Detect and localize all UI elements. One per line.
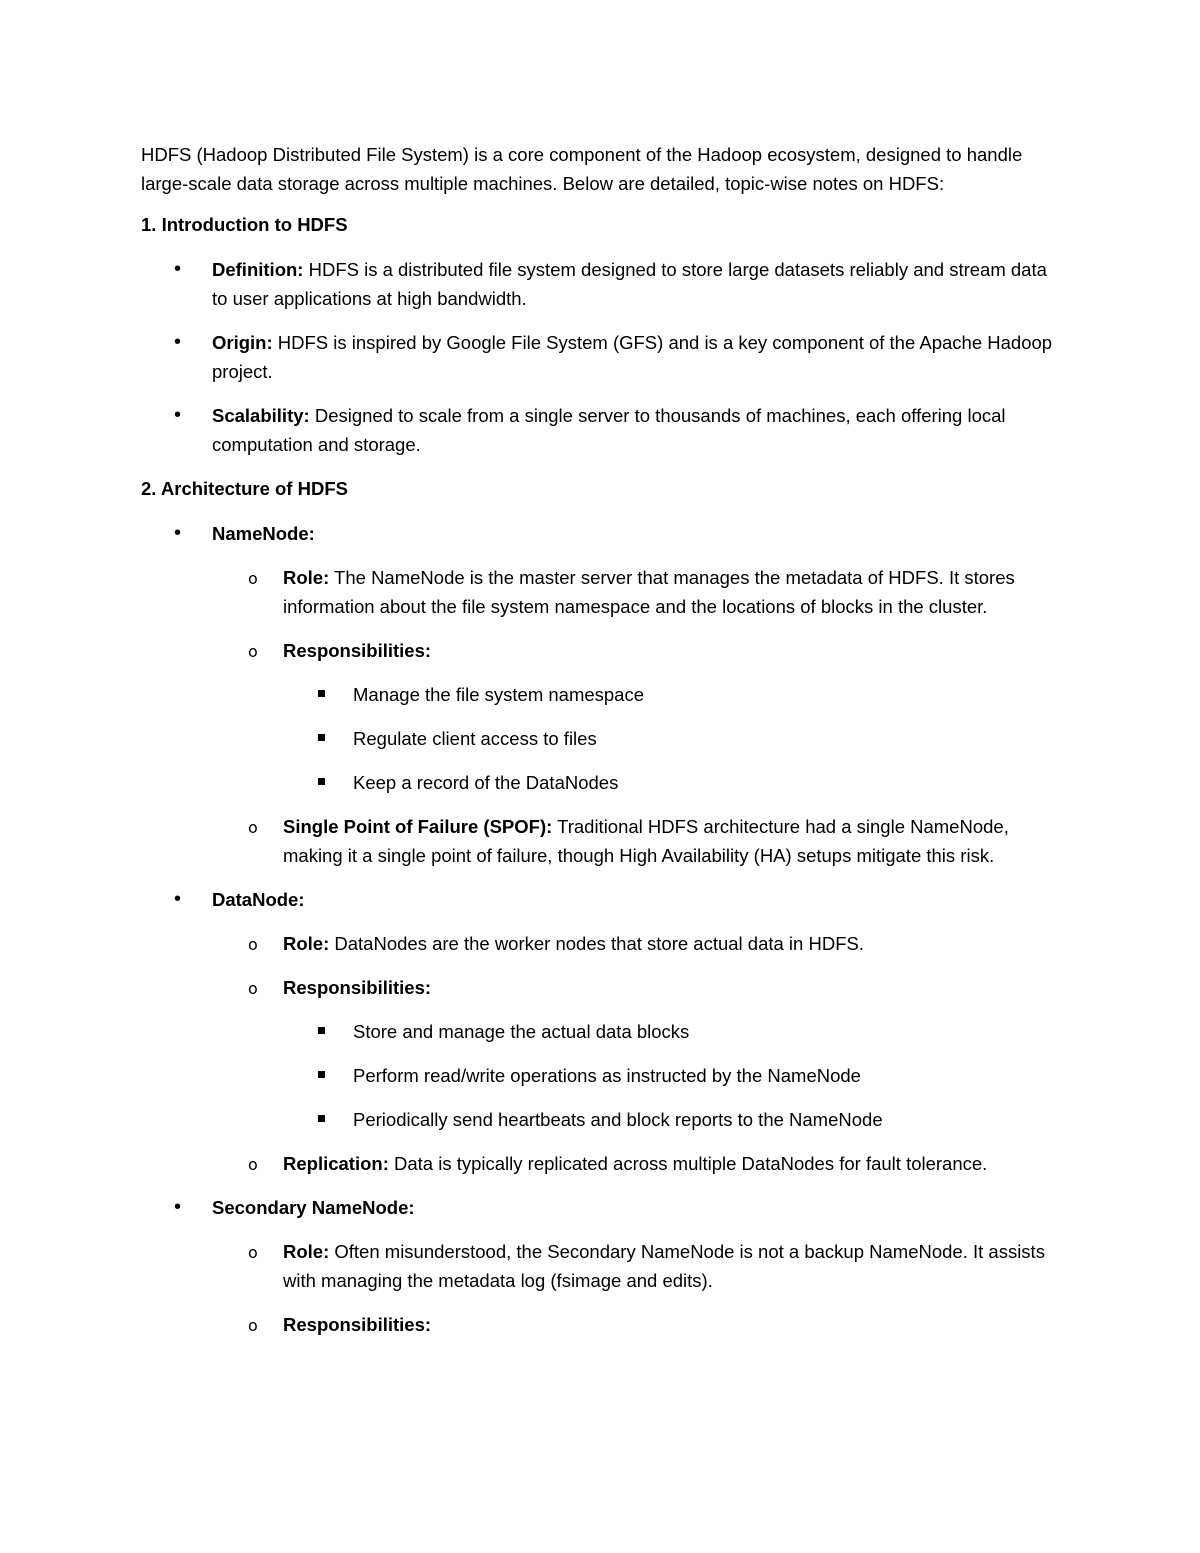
list-item — [283, 680, 1061, 709]
list-item — [212, 973, 1061, 1134]
bullet-icon: • — [174, 522, 182, 544]
item-text: Designed to scale from a single server to thousands of machines, each offering local computation and storage. — [212, 405, 1006, 455]
item-text: Keep a record of the DataNodes — [353, 772, 619, 793]
item-text: Regulate client access to files — [353, 728, 597, 749]
item-label: Role: — [283, 1241, 330, 1262]
list-item — [141, 328, 1061, 386]
bullet-icon: • — [174, 258, 182, 280]
item-text: Store and manage the actual data blocks — [353, 1021, 690, 1042]
item-text: The NameNode is the master server that manages the metadata of HDFS. It stores information about the file system namespace and the locations of blocks in the cluster. — [283, 567, 1015, 617]
list-item — [212, 1149, 1061, 1178]
item-label: Role: — [283, 933, 330, 954]
section-heading-architecture: 2. Architecture of HDFS — [141, 478, 348, 499]
circle-bullet-icon: o — [248, 1243, 258, 1262]
architecture-list — [141, 519, 1061, 1339]
item-text: Perform read/write operations as instructed by the NameNode — [353, 1065, 861, 1086]
circle-bullet-icon: o — [248, 569, 258, 588]
square-bullet-icon — [318, 734, 325, 741]
list-item — [212, 1237, 1061, 1295]
item-label: Single Point of Failure (SPOF): — [283, 816, 553, 837]
bullet-icon: • — [174, 404, 182, 426]
namenode-responsibilities — [283, 680, 1061, 797]
list-item — [283, 1061, 1061, 1090]
item-label: Scalability: — [212, 405, 310, 426]
circle-bullet-icon: o — [248, 1316, 258, 1335]
list-item — [141, 401, 1061, 459]
item-text: Manage the file system namespace — [353, 684, 645, 705]
list-item — [212, 1310, 1061, 1339]
square-bullet-icon — [318, 1027, 325, 1034]
circle-bullet-icon: o — [248, 642, 258, 661]
circle-bullet-icon: o — [248, 818, 258, 837]
item-text: Often misunderstood, the Secondary NameNode is not a backup NameNode. It assists with managing the metadata log (fsimage and edits). — [283, 1241, 1045, 1291]
list-item — [212, 929, 1061, 958]
bullet-icon: • — [174, 888, 182, 910]
list-item — [283, 724, 1061, 753]
list-item — [212, 636, 1061, 797]
document-body — [141, 140, 1061, 1354]
circle-bullet-icon: o — [248, 935, 258, 954]
secondary-namenode-label: Secondary NameNode: — [212, 1197, 415, 1218]
square-bullet-icon — [318, 690, 325, 697]
item-label: Definition: — [212, 259, 304, 280]
circle-bullet-icon: o — [248, 1155, 258, 1174]
item-text: HDFS is a distributed file system designed to store large datasets reliably and stream data to user applications at high bandwidth. — [212, 259, 1047, 309]
square-bullet-icon — [318, 1071, 325, 1078]
bullet-icon: • — [174, 1196, 182, 1218]
item-text: DataNodes are the worker nodes that store actual data in HDFS. — [329, 933, 864, 954]
item-text: HDFS is inspired by Google File System (GFS) and is a key component of the Apache Hadoop project. — [212, 332, 1053, 382]
namenode-sublist — [212, 563, 1061, 870]
namenode-item — [141, 519, 1061, 870]
datanode-responsibilities — [283, 1017, 1061, 1134]
section-heading-introduction: 1. Introduction to HDFS — [141, 214, 348, 235]
item-label: Role: — [283, 567, 330, 588]
item-text: Periodically send heartbeats and block reports to the NameNode — [353, 1109, 883, 1130]
list-item — [283, 1017, 1061, 1046]
item-text: Traditional HDFS architecture had a single NameNode, making it a single point of failure, though High Availability (HA) setups mitigate this risk. — [283, 816, 1009, 866]
square-bullet-icon — [318, 1115, 325, 1122]
datanode-sublist — [212, 929, 1061, 1178]
item-label: Responsibilities: — [283, 977, 432, 998]
list-item — [212, 812, 1061, 870]
item-label: Responsibilities: — [283, 640, 432, 661]
introduction-list — [141, 255, 1061, 459]
secondary-namenode-sublist — [212, 1237, 1061, 1339]
list-item — [283, 1105, 1061, 1134]
item-text: Data is typically replicated across multiple DataNodes for fault tolerance. — [388, 1153, 988, 1174]
secondary-namenode-item — [141, 1193, 1061, 1339]
datanode-label: DataNode: — [212, 889, 305, 910]
item-label: Origin: — [212, 332, 273, 353]
square-bullet-icon — [318, 778, 325, 785]
datanode-item — [141, 885, 1061, 1178]
intro-paragraph: HDFS (Hadoop Distributed File System) is a core component of the Hadoop ecosystem, designed to handle large-scale data storage across multiple machines. Below are detailed, topic-wise notes on HDFS: — [141, 144, 1023, 194]
item-label: Replication: — [283, 1153, 389, 1174]
bullet-icon: • — [174, 331, 182, 353]
namenode-label: NameNode: — [212, 523, 315, 544]
item-label: Responsibilities: — [283, 1314, 432, 1335]
list-item — [212, 563, 1061, 621]
list-item — [141, 255, 1061, 313]
circle-bullet-icon: o — [248, 979, 258, 998]
list-item — [283, 768, 1061, 797]
